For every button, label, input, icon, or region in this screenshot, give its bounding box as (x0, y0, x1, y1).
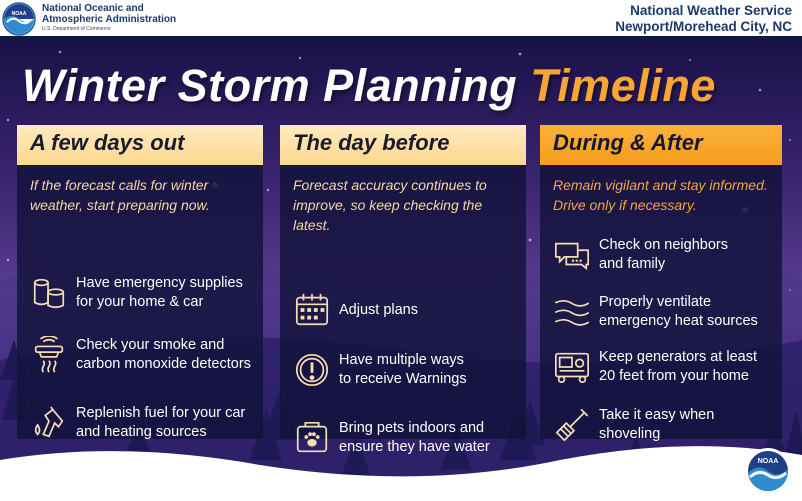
office-line-1: National Weather Service (630, 3, 792, 18)
list-item (292, 418, 517, 458)
list-item (292, 350, 517, 390)
infographic-title (22, 60, 716, 112)
column-heading: A few days out (17, 125, 263, 165)
list-item (552, 347, 777, 387)
column-few-days-out (17, 125, 263, 439)
list-item (29, 273, 254, 313)
item-line-1: Keep generators at least (599, 349, 757, 365)
item-line-2: for your home & car (76, 294, 204, 310)
office-name (615, 3, 792, 35)
noaa-logo-icon (744, 447, 792, 495)
list-item (29, 403, 254, 443)
item-line-1: Replenish fuel for your car (76, 405, 246, 421)
column-intro: Forecast accuracy continues to improve, so keep checking the latest. (293, 177, 487, 233)
item-text (599, 236, 777, 274)
agency-name (42, 4, 176, 32)
column-heading: During & After (540, 125, 782, 165)
item-line-1: Have emergency supplies (76, 275, 243, 291)
item-line-1: Check your smoke and (76, 337, 225, 353)
shovel-icon (552, 405, 592, 445)
list-item (552, 405, 777, 445)
header-bar (0, 0, 802, 40)
supplies-cans-icon (29, 273, 69, 313)
fuel-nozzle-icon (29, 403, 69, 443)
item-text (599, 406, 777, 444)
item-text (339, 351, 517, 389)
airflow-icon (552, 292, 592, 332)
title-part-2: Timeline (530, 60, 716, 111)
item-line-1: Take it easy when shoveling (599, 407, 715, 442)
noaa-logo-icon (2, 2, 36, 36)
item-text (599, 348, 777, 386)
item-line-1: Bring pets indoors and (339, 420, 485, 436)
item-line-1: Adjust plans (339, 301, 418, 318)
item-text (76, 404, 254, 442)
calendar-icon (292, 290, 332, 330)
item-line-2: carbon monoxide detectors (76, 356, 251, 372)
list-item (552, 292, 777, 332)
infographic-panel (0, 40, 802, 501)
website-link[interactable]: weather.gov (644, 463, 736, 482)
smoke-detector-icon (29, 335, 69, 375)
item-line-2: emergency heat sources (599, 313, 758, 329)
item-line-2: and family (599, 256, 666, 272)
item-line-1: Properly ventilate (599, 294, 712, 310)
generator-icon (552, 347, 592, 387)
logo-text: NOAA (11, 11, 27, 17)
item-text (339, 419, 517, 457)
column-heading: The day before (280, 125, 526, 165)
column-during-after (540, 125, 782, 442)
logo-text: NOAA (757, 458, 779, 465)
column-day-before (280, 125, 526, 455)
column-intro: If the forecast calls for winter weather, start preparing now. (30, 177, 210, 213)
item-text (599, 293, 777, 331)
agency-line-1: National Oceanic and (42, 3, 144, 14)
list-item (292, 290, 517, 330)
chat-bubbles-icon (552, 235, 592, 275)
agency-line-3: U.S. Department of Commerce (42, 26, 111, 32)
item-line-1: Check on neighbors (599, 237, 728, 253)
list-item (29, 335, 254, 375)
pet-carrier-icon (292, 418, 332, 458)
item-line-1: Have multiple ways (339, 352, 464, 368)
office-line-2: Newport/Morehead City, NC (615, 19, 792, 34)
column-intro: Remain vigilant and stay informed. Drive only if necessary. (553, 177, 768, 213)
item-text (76, 274, 254, 312)
agency-line-2: Atmospheric Administration (42, 13, 177, 25)
list-item (552, 235, 777, 275)
title-part-1: Winter Storm Planning (22, 60, 531, 111)
warning-icon (292, 350, 332, 390)
item-line-2: to receive Warnings (339, 371, 467, 387)
item-text (76, 336, 254, 374)
item-line-2: and heating sources (76, 424, 207, 440)
item-text (339, 301, 517, 320)
item-line-2: ensure they have water (339, 439, 490, 455)
item-line-2: 20 feet from your home (599, 368, 749, 384)
